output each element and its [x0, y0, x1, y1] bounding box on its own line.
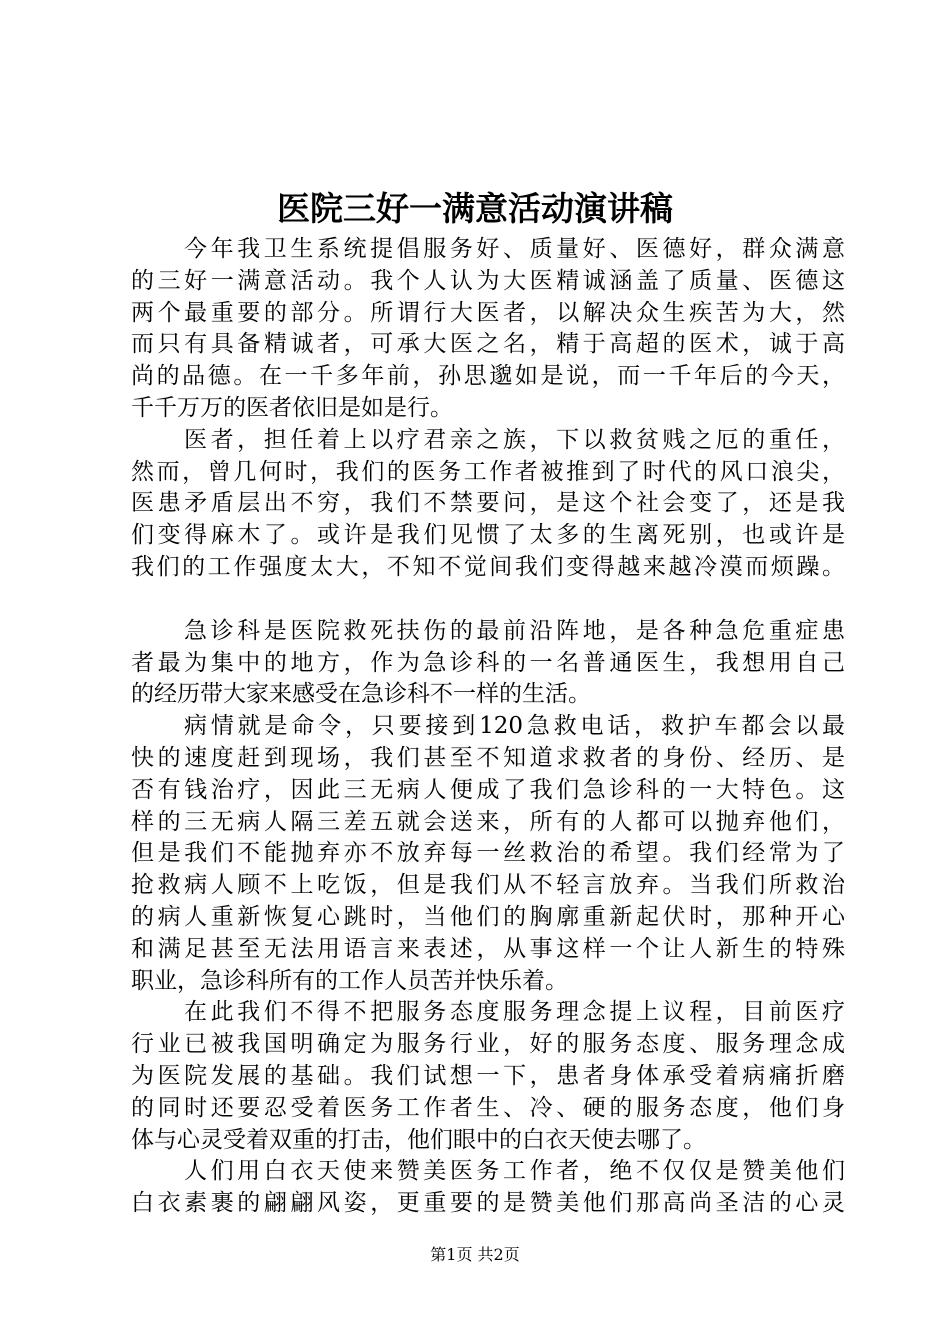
text-line: 快的速度赶到现场，我们甚至不知道求救者的身份、经历、是	[131, 744, 845, 771]
paragraph-6	[131, 1156, 845, 1220]
text-line: 医者，担任着上以疗君亲之族，下以救贫贱之厄的重任，	[184, 426, 845, 453]
text-line: 人们用白衣天使来赞美医务工作者，绝不仅仅是赞美他们	[184, 1158, 845, 1185]
text-line: 今年我卫生系统提倡服务好、质量好、医德好，群众满意	[184, 236, 845, 262]
text-line: 和满足甚至无法用语言来表述，从事这样一个让人新生的特殊	[131, 935, 845, 962]
document-title: 医院三好一满意活动演讲稿	[277, 189, 673, 228]
text-line: 体与心灵受着双重的打击，他们眼中的白衣天使去哪了。	[131, 1126, 706, 1153]
paragraph-3	[131, 616, 845, 711]
text-line: 两个最重要的部分。所谓行大医者，以解决众生疾苦为大，然	[131, 299, 845, 326]
text-line: 急诊科是医院救死扶伤的最前沿阵地，是各种急危重症患	[184, 617, 845, 644]
text-line: 医患矛盾层出不穷，我们不禁要问，是这个社会变了，还是我	[131, 490, 845, 517]
text-line: 病情就是命令，只要接到120急救电话，救护车都会以最	[184, 713, 845, 740]
text-line: 但是我们不能抛弃亦不放弃每一丝救治的希望。我们经常为了	[131, 840, 845, 867]
text-line: 否有钱治疗，因此三无病人便成了我们急诊科的一大特色。这	[131, 776, 845, 803]
text-line: 的经历带大家来感受在急诊科不一样的生活。	[131, 681, 591, 708]
text-line: 的病人重新恢复心跳时，当他们的胸廓重新起伏时，那种开心	[131, 903, 845, 930]
text-line: 职业，急诊科所有的工作人员苦并快乐着。	[131, 967, 568, 994]
text-line: 我们的工作强度太大，不知不觉间我们变得越来越冷漠而烦躁。	[131, 553, 845, 580]
text-line: 者最为集中的地方，作为急诊科的一名普通医生，我想用自己	[131, 649, 845, 676]
text-line: 样的三无病人隔三差五就会送来，所有的人都可以抛弃他们，	[131, 808, 845, 835]
paragraph-5	[131, 997, 845, 1156]
text-line: 的同时还要忍受着医务工作者生、冷、硬的服务态度，他们身	[131, 1094, 845, 1121]
text-line: 的三好一满意活动。我个人认为大医精诚涵盖了质量、医德这	[131, 267, 845, 294]
text-line: 尚的品德。在一千多年前，孙思邈如是说，而一千年后的今天，	[131, 363, 845, 390]
text-line: 为医院发展的基础。我们试想一下，患者身体承受着病痛折磨	[131, 1062, 845, 1089]
text-line: 行业已被我国明确定为服务行业，好的服务态度、服务理念成	[131, 1031, 845, 1058]
text-line: 然而，曾几何时，我们的医务工作者被推到了时代的风口浪尖，	[131, 458, 845, 485]
text-line: 而只有具备精诚者，可承大医之名，精于高超的医术，诚于高	[131, 331, 845, 358]
text-line: 千千万万的医者依旧是如是行。	[131, 394, 453, 421]
text-line: 在此我们不得不把服务态度服务理念提上议程，目前医疗	[184, 999, 845, 1026]
paragraph-1	[131, 234, 845, 425]
text-line: 白衣素裹的翩翩风姿，更重要的是赞美他们那高尚圣洁的心灵	[131, 1190, 845, 1217]
paragraph-4	[131, 711, 845, 997]
text-line: 们变得麻木了。或许是我们见惯了太多的生离死别，也或许是	[131, 522, 845, 549]
document-body	[131, 234, 845, 1220]
paragraph-2	[131, 425, 845, 584]
paragraph-gap	[131, 584, 845, 616]
page-footer: 第1页 共2页	[430, 1245, 520, 1264]
text-line: 抢救病人顾不上吃饭，但是我们从不轻言放弃。当我们所救治	[131, 872, 845, 899]
